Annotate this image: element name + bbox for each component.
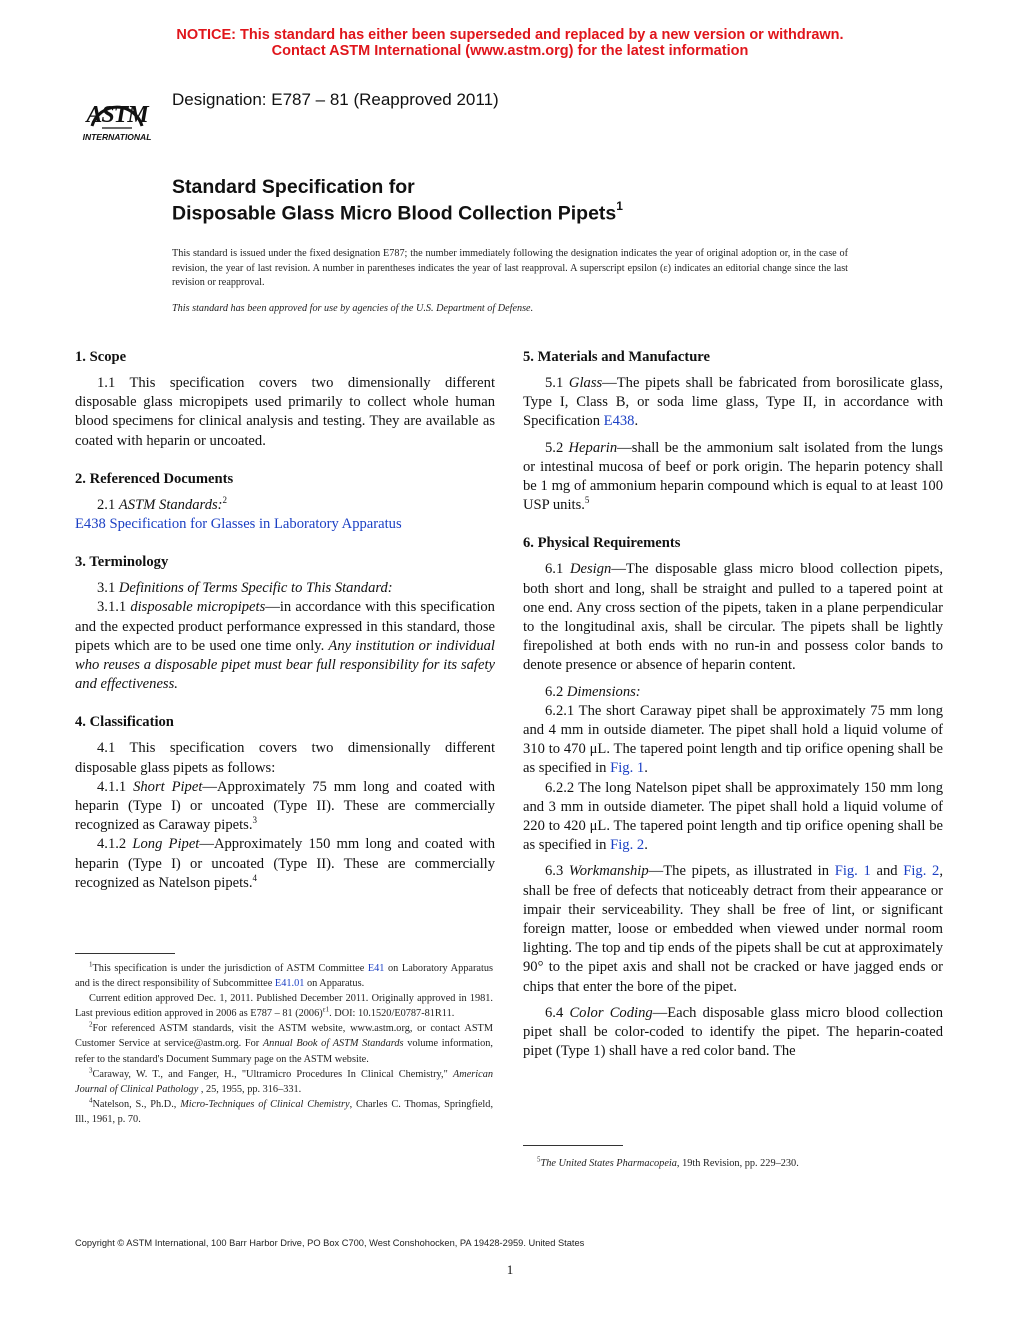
section-heading: 6. Physical Requirements [523, 535, 681, 552]
footnote-text: Current edition approved Dec. 1, 2011. Published December 2011. Originally approved in 1981. Last previous edition approved in 2006 as E787 – 81 (2006) [75, 993, 493, 1020]
para-end: . [644, 760, 648, 777]
title-text: Disposable Glass Micro Blood Collection Pipets [172, 202, 617, 225]
paragraph [523, 560, 943, 675]
paragraph [75, 598, 495, 694]
footnotes-left [75, 961, 493, 1127]
title-line-2 [172, 201, 623, 226]
paragraph [75, 579, 495, 598]
section-heading: 5. Materials and Manufacture [523, 349, 710, 365]
title-line-1: Standard Specification for [172, 176, 415, 198]
paragraph [523, 683, 943, 702]
footnote-italic: Micro-Techniques of Clinical Chemistry [180, 1098, 350, 1110]
footnote-text: , 25, 1955, pp. 316–331. [198, 1083, 302, 1095]
term: Workmanship [568, 863, 649, 880]
paragraph [75, 496, 495, 515]
footnote-italic: Annual Book of ASTM Standards [262, 1038, 404, 1050]
epsilon-mark: ε1 [322, 1005, 330, 1014]
para-text: —The disposable glass micro blood collection pipets, both short and long, shall be straight and pulled to a tapered point at one end. Any cross section of the pipets, taken in a plane perpendicular to the longitudinal axis, shall be circular. The pipets shall be lightly firepolished at both ends with no run-in and possess color bands to denote presence or absence of heparin content. [523, 561, 943, 674]
section-scope [75, 348, 495, 451]
para-text: —Approximately 150 mm long and coated with heparin (Type I) or uncoated (Type II). These are commercially recognized as Natelson pipets. [75, 836, 495, 891]
para-number: 6.1 [545, 561, 570, 578]
term: Dimensions: [566, 683, 641, 700]
section-terminology [75, 553, 495, 694]
para-text: —The pipets shall be fabricated from borosilicate glass, Type I, Class B, or soda lime glass, Type II, in accordance with Specification [523, 375, 943, 430]
para-number: 6.4 [545, 1004, 570, 1021]
para-number: 6.2 [545, 683, 567, 700]
footnote-italic: American Journal of Clinical Pathology [75, 1068, 493, 1095]
paragraph [523, 862, 943, 996]
footnote-divider [75, 953, 175, 954]
para-text: —Each disposable glass micro blood collection pipet shall be color-coded to identify the pipet. The heparin-coated pipet (Type 1) shall have a red color band. The [523, 1004, 944, 1060]
term: disposable micropipets [130, 599, 266, 616]
para-italic: Any institution or individual who reuses a disposable pipet must bear full responsibility for its safety and effectiveness. [75, 637, 495, 693]
paragraph [523, 702, 943, 779]
link-e41[interactable]: E41 [367, 963, 385, 974]
footnote-text: on Laboratory Apparatus and is the direct responsibility of Subcommittee [75, 963, 493, 990]
para-title: ASTM Standards: [118, 496, 223, 513]
footnote-ref[interactable]: 2 [222, 494, 228, 505]
paragraph [523, 374, 943, 432]
section-heading: 1. Scope [75, 349, 127, 365]
section-referenced-documents [75, 470, 495, 534]
notice-line-2: Contact ASTM International (www.astm.org) for the latest information [271, 43, 749, 59]
paragraph [523, 779, 943, 856]
designation: Designation: E787 – 81 (Reapproved 2011) [172, 90, 499, 109]
term: Heparin [568, 439, 618, 456]
footnote-text: For referenced ASTM standards, visit the ASTM website, www.astm.org, or contact ASTM Customer Service at service@astm.org. For [75, 1023, 493, 1050]
logo-subtext: INTERNATIONAL [82, 132, 152, 142]
footnote-number: 2 [89, 1020, 93, 1029]
paragraph [75, 778, 495, 836]
footnote-number: 4 [89, 1096, 93, 1105]
para-text: and [870, 863, 904, 880]
term: Short Pipet [133, 778, 203, 795]
logo-text: ASTM [86, 102, 148, 128]
para-text: —shall be the ammonium salt isolated from the lungs or intestinal mucosa of beef or pork origin. The heparin potency shall be 1 mg of ammonium heparin compound which is equal to at least 100 USP units. [523, 439, 944, 514]
para-number: 5.2 [545, 439, 569, 456]
link-fig-1[interactable]: Fig. 1 [610, 760, 645, 777]
footnote-text: . DOI: 10.1520/E0787-81R11. [329, 1008, 455, 1020]
footnote-divider [523, 1145, 623, 1146]
right-column [523, 348, 943, 1081]
footnote-4 [75, 1097, 493, 1127]
footnote-number: 3 [89, 1066, 93, 1075]
footnote-text: Caraway, W. T., and Fanger, H., "Ultramicro Procedures In Clinical Chemistry," [92, 1068, 453, 1080]
footnote-1 [75, 961, 493, 991]
footnote-text: This specification is under the jurisdiction of ASTM Committee [92, 963, 368, 974]
para-text: 6.2.1 The short Caraway pipet shall be approximately 75 mm long and 4 mm in outside diameter. The pipet shall hold a liquid volume of 310 to 470 μL. The tapered point length and tip orifice opening shall be as specified in [523, 702, 943, 777]
left-column [75, 348, 495, 912]
preamble-approved: This standard has been approved for use by agencies of the U.S. Department of Defense. [172, 303, 534, 314]
link-fig-1[interactable]: Fig. 1 [834, 863, 871, 880]
para-text: 6.2.2 The long Natelson pipet shall be approximately 150 mm long and 3 mm in outside diameter. The pipet shall hold a liquid volume of 220 to 420 μL. The tapered point length and tip orifice opening shall be as specified in [523, 779, 943, 854]
section-classification [75, 713, 495, 893]
footnote-text: Natelson, S., Ph.D., [92, 1098, 181, 1110]
para-number: 2.1 [97, 496, 119, 513]
footnote-3 [75, 1067, 493, 1097]
para-text: —The pipets, as illustrated in [648, 863, 835, 880]
link-e41-01[interactable]: E41.01 [274, 978, 305, 990]
section-heading: 2. Referenced Documents [75, 470, 234, 487]
footnote-text: , Charles C. Thomas, Springfield, Ill., 1961, p. 70. [75, 1098, 494, 1125]
title-footnote-mark: 1 [616, 199, 623, 213]
footnote-italic: The United States Pharmacopeia [540, 1158, 677, 1169]
term: Glass [568, 375, 603, 391]
copyright-notice: Copyright © ASTM International, 100 Barr Harbor Drive, PO Box C700, West Conshohocken, PA 19428-2959. United States [75, 1238, 585, 1248]
para-number: 6.3 [545, 863, 569, 880]
link-e438[interactable]: E438 [75, 516, 106, 533]
section-physical-requirements [523, 534, 943, 1061]
para-number: 3.1 [97, 580, 119, 597]
footnote-text: , 19th Revision, pp. 229–230. [676, 1158, 799, 1169]
footnotes-right [523, 1156, 941, 1171]
para-end: . [634, 413, 639, 430]
paragraph [75, 835, 495, 893]
paragraph [523, 1004, 943, 1062]
footnote-number: 1 [89, 960, 93, 969]
para-number: 3.1.1 [97, 599, 131, 616]
link-e438-title[interactable]: Specification for Glasses in Laboratory Apparatus [105, 516, 402, 533]
footnote-number: 5 [537, 1155, 541, 1164]
footnote-5 [523, 1156, 941, 1171]
footnote-text: volume information, refer to the standard's Document Summary page on the ASTM website. [75, 1038, 493, 1065]
link-fig-2[interactable]: Fig. 2 [903, 863, 940, 880]
paragraph: 1.1 This specification covers two dimensionally different disposable glass micropipets used primarily to collect whole human blood specimens for clinical analysis and testing. They are available as coated with heparin or uncoated. [75, 375, 495, 449]
footnote-1-edition [75, 991, 493, 1021]
para-text: , shall be free of defects that noticeably detract from their appearance or impair their serviceability. They shall be free of lint, or significant foreign matter, loose or embedded when viewed under normal room lighting. The top and tip ends of the pipets shall be cut at approximately 90° to the pipet axis and shall not be cracked or have jagged ends or chips that enter the bore of the pipet. [523, 863, 943, 995]
para-number: 4.1.2 [97, 836, 133, 853]
notice-line-1: NOTICE: This standard has either been superseded and replaced by a new version or withdrawn. [176, 27, 844, 43]
para-end: . [644, 837, 648, 854]
para-title: Definitions of Terms Specific to This Standard: [118, 580, 393, 597]
term: Long Pipet [132, 836, 200, 853]
section-heading: 3. Terminology [75, 554, 169, 571]
para-number: 5.1 [545, 375, 569, 391]
footnote-ref[interactable]: 4 [252, 873, 257, 883]
paragraph: 4.1 This specification covers two dimensionally different disposable glass pipets as follows: [75, 740, 495, 776]
preamble-issued: This standard is issued under the fixed designation E787; the number immediately following the designation indicates the year of original adoption or, in the case of revision, the year of last revision. A number in parentheses indicates the year of last reapproval. A superscript epsilon (ε) indicates an editorial change since the last revision or reapproval. [172, 248, 848, 289]
astm-logo [74, 74, 160, 144]
term: Design [569, 561, 612, 578]
para-number: 4.1.1 [97, 778, 134, 795]
section-heading: 4. Classification [75, 714, 174, 731]
footnote-2 [75, 1021, 493, 1066]
footnote-ref[interactable]: 5 [584, 495, 590, 506]
para-text: —in accordance with this specification and the expected product performance expressed in this standard, those pipets which are to be used one time only. [75, 599, 495, 654]
term: Color Coding [569, 1004, 653, 1021]
para-text: —Approximately 75 mm long and coated with heparin (Type I) or uncoated (Type II). These are commercially recognized as Caraway pipets. [75, 778, 495, 834]
footnote-text: on Apparatus. [304, 978, 365, 990]
link-fig-2[interactable]: Fig. 2 [610, 837, 645, 854]
link-e438[interactable]: E438 [603, 413, 635, 430]
footnote-ref[interactable]: 3 [252, 815, 257, 826]
paragraph [523, 439, 943, 516]
page-number: 1 [506, 1262, 514, 1277]
section-materials [523, 348, 943, 515]
reference-entry [75, 515, 495, 534]
